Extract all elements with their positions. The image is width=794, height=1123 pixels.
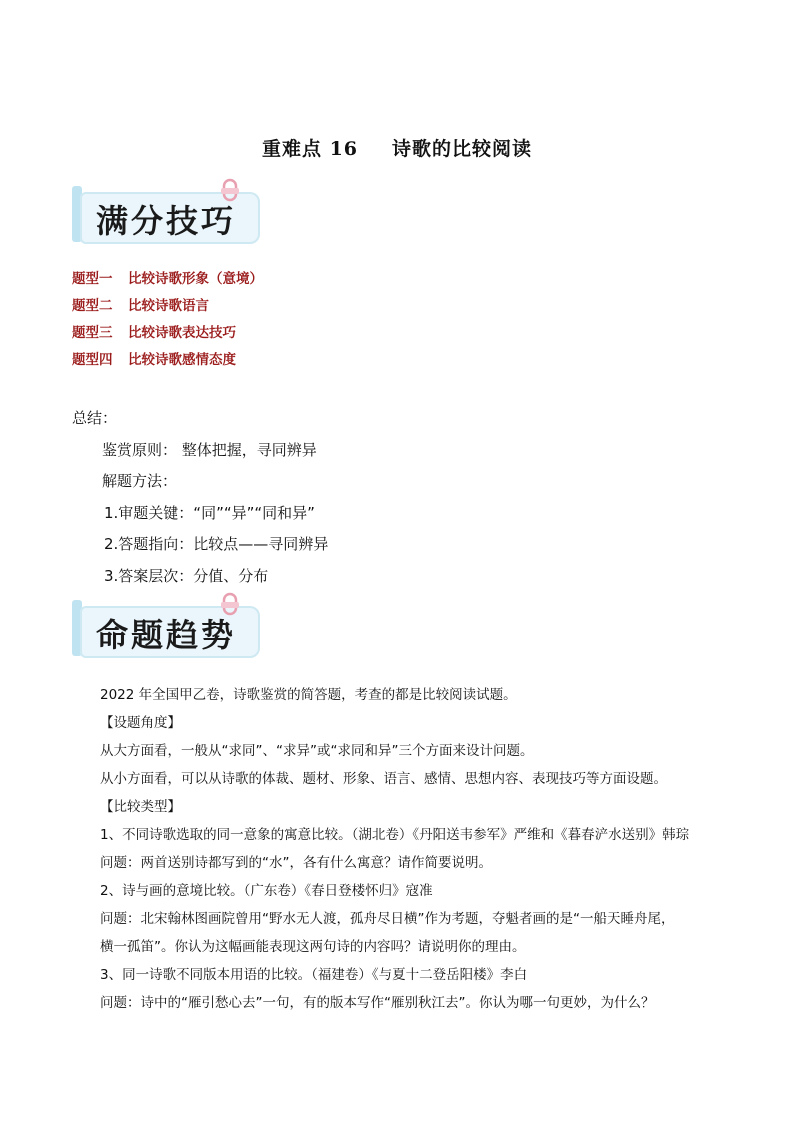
summary-heading: 总结：	[72, 409, 118, 427]
paragraph: 2、诗与画的意境比较。（广东卷）《春日登楼怀归》寇准	[100, 883, 433, 899]
trend-section	[100, 681, 720, 1017]
paragraph: 问题：两首送别诗都写到的“水”，各有什么寓意？请作简要说明。	[100, 855, 492, 871]
question-type-list	[72, 266, 263, 374]
paragraph: 从大方面看，一般从“求同”、“求异”或“求同和异”三个方面来设计问题。	[100, 743, 534, 759]
summary-section	[72, 403, 328, 592]
list-item: 题型一 比较诗歌形象（意境）	[72, 271, 263, 287]
list-item: 3.答案层次：分值、分布	[104, 566, 269, 585]
paragraph: 3、同一诗歌不同版本用语的比较。（福建卷）《与夏十二登岳阳楼》李白	[100, 967, 528, 983]
subheading: 【比较类型】	[100, 799, 181, 815]
title-text: 诗歌的比较阅读	[392, 138, 533, 160]
list-item: 题型二 比较诗歌语言	[72, 298, 209, 314]
paragraph: 问题：诗中的“雁引愁心去”一句，有的版本写作“雁别秋江去”。你认为哪一句更妙，为什么？	[100, 995, 655, 1011]
banner-title: 命题趋势	[96, 616, 237, 654]
section-banner-skills	[72, 186, 262, 246]
paragraph: 横一孤笛”。你认为这幅画能表现这两句诗的内容吗？请说明你的理由。	[100, 939, 526, 955]
list-item: 题型三 比较诗歌表达技巧	[72, 325, 236, 341]
summary-principle: 鉴赏原则： 整体把握，寻同辨异	[102, 440, 317, 459]
paragraph: 问题：北宋翰林图画院曾用“野水无人渡，孤舟尽日横”作为考题，夺魁者画的是“一船天睡舟尾，	[100, 911, 675, 927]
paragraph: 从小方面看，可以从诗歌的体裁、题材、形象、语言、感情、思想内容、表现技巧等方面设题。	[100, 771, 667, 787]
banner-title: 满分技巧	[96, 202, 237, 240]
section-banner-trend	[72, 600, 262, 660]
paragraph: 1、不同诗歌选取的同一意象的寓意比较。（湖北卷）《丹阳送韦参军》严维和《暮春浐水送别》韩琮	[100, 827, 690, 843]
summary-method: 解题方法：	[102, 472, 178, 490]
subheading: 【设题角度】	[100, 715, 181, 731]
list-item: 1.审题关键：“同”“异”“同和异”	[104, 503, 315, 522]
list-item: 题型四 比较诗歌感情态度	[72, 352, 236, 368]
page-title	[0, 134, 794, 161]
paragraph: 2022 年全国甲乙卷，诗歌鉴赏的简答题，考查的都是比较阅读试题。	[100, 687, 517, 703]
title-number: 重难点 16	[261, 138, 359, 160]
list-item: 2.答题指向：比较点——寻同辨异	[104, 535, 329, 553]
